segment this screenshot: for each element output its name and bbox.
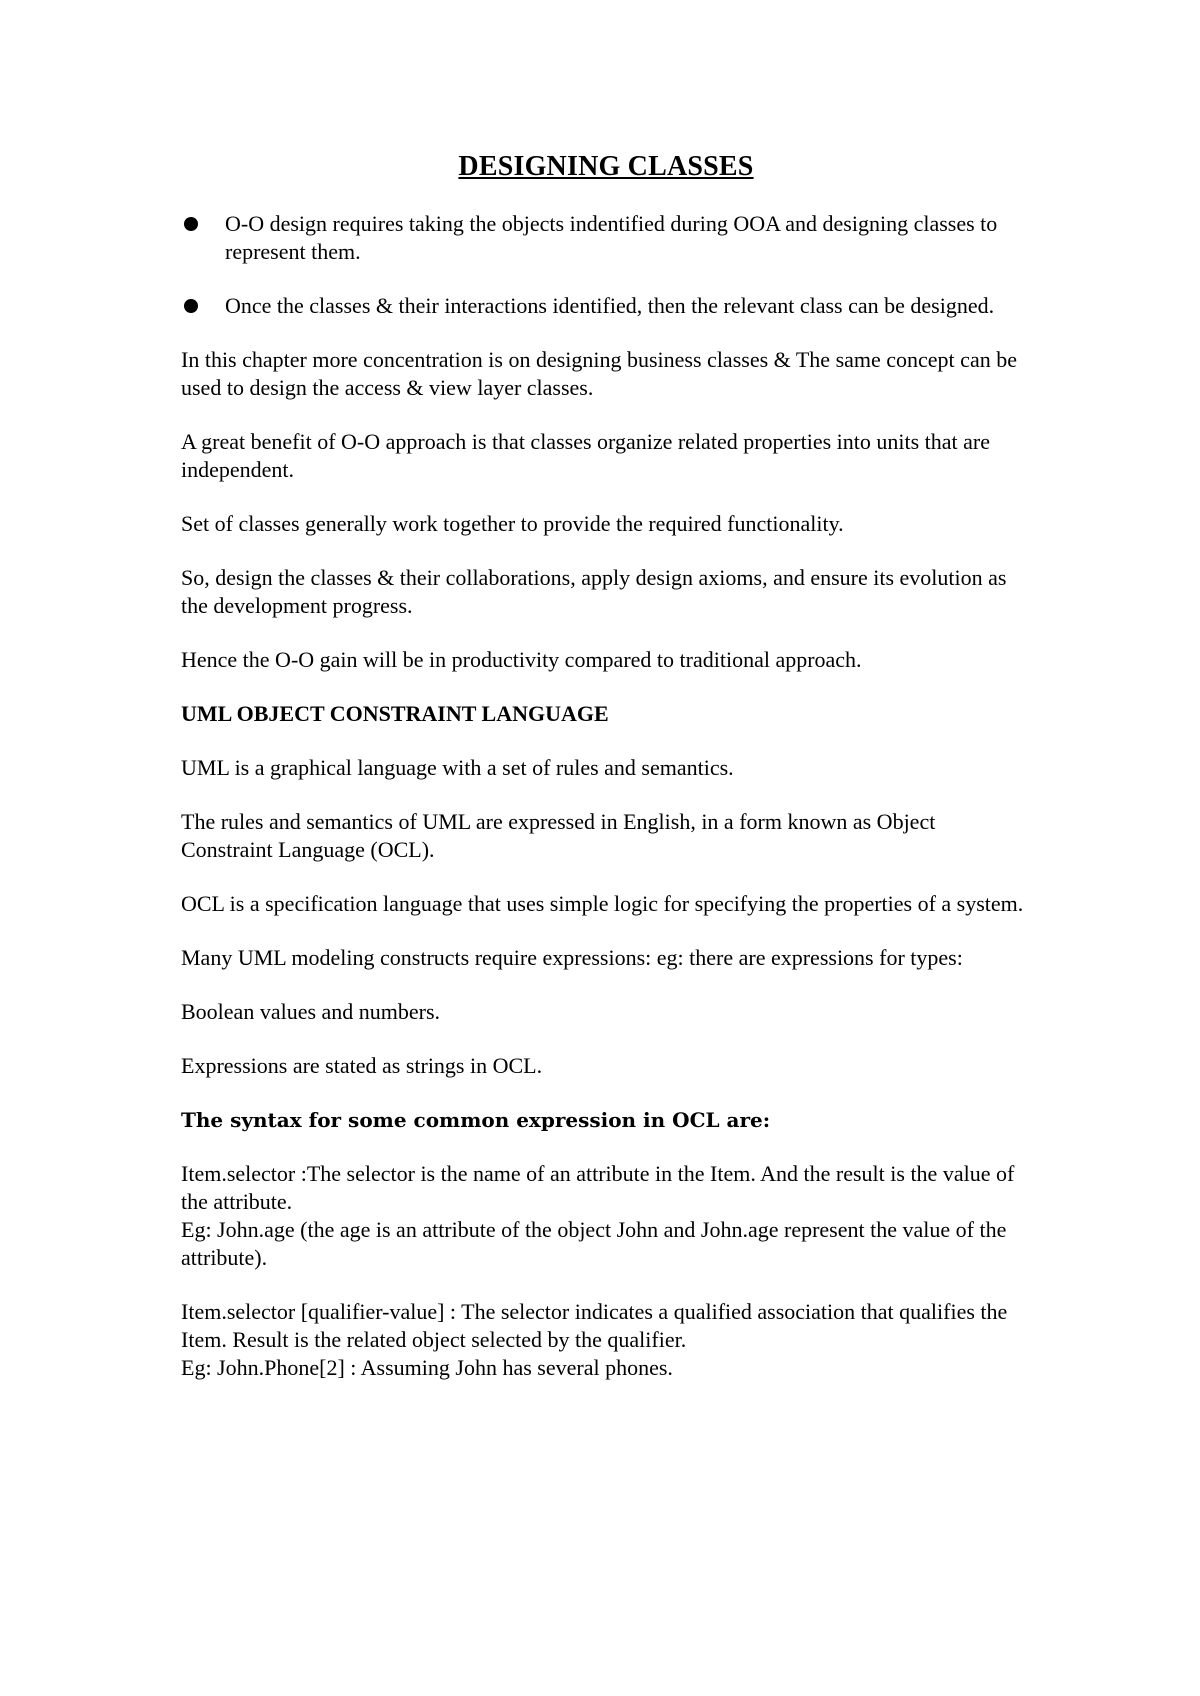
page-title: DESIGNING CLASSES — [458, 151, 754, 182]
paragraph-uml-graphical: UML is a graphical language with a set of rules and semantics. — [181, 755, 734, 780]
paragraph-expressions: Many UML modeling constructs require expressions: eg: there are expressions for types: — [181, 945, 963, 970]
bullet-item — [181, 292, 1031, 320]
bullet-text: O-O design requires taking the objects indentified during OOA and designing classes to represent them. — [225, 211, 998, 264]
syntax-entry-qualifier — [181, 1298, 1031, 1382]
intro-bullet-list — [181, 210, 1031, 320]
bullet-item — [181, 210, 1031, 266]
paragraph-productivity: Hence the O-O gain will be in productivity compared to traditional approach. — [181, 647, 862, 672]
syntax-definition: Item.selector [qualifier-value] : The selector indicates a qualified association that qualifies the Item. Result is the related object selected by the qualifier. — [181, 1299, 1008, 1352]
section-heading-ocl: UML OBJECT CONSTRAINT LANGUAGE — [181, 701, 609, 726]
section-heading-syntax: The syntax for some common expression in OCL are: — [181, 1108, 771, 1132]
paragraph-design-axioms: So, design the classes & their collaborations, apply design axioms, and ensure its evolution as the development progress. — [181, 565, 1007, 618]
paragraph-business-classes: In this chapter more concentration is on designing business classes & The same concept can be used to design the access & view layer classes. — [181, 347, 1017, 400]
paragraph-set-of-classes: Set of classes generally work together to provide the required functionality. — [181, 511, 844, 536]
paragraph-ocl-spec: OCL is a specification language that uses simple logic for specifying the properties of a system. — [181, 891, 1024, 916]
bullet-dot-icon — [184, 299, 198, 313]
bullet-text: Once the classes & their interactions identified, then the relevant class can be designed. — [225, 293, 995, 318]
paragraph-benefit: A great benefit of O-O approach is that classes organize related properties into units that are independent. — [181, 429, 991, 482]
bullet-dot-icon — [184, 217, 198, 231]
document-page — [181, 150, 1031, 1408]
paragraph-boolean-values: Boolean values and numbers. — [181, 999, 441, 1024]
paragraph-strings: Expressions are stated as strings in OCL. — [181, 1053, 543, 1078]
syntax-definition: Item.selector :The selector is the name of an attribute in the Item. And the result is the value of the attribute. — [181, 1161, 1015, 1214]
syntax-entry-selector — [181, 1160, 1031, 1272]
syntax-example: Eg: John.age (the age is an attribute of the object John and John.age represent the value of the attribute). — [181, 1217, 1007, 1270]
paragraph-uml-rules: The rules and semantics of UML are expressed in English, in a form known as Object Constraint Language (OCL). — [181, 809, 936, 862]
syntax-example: Eg: John.Phone[2] : Assuming John has several phones. — [181, 1355, 673, 1380]
